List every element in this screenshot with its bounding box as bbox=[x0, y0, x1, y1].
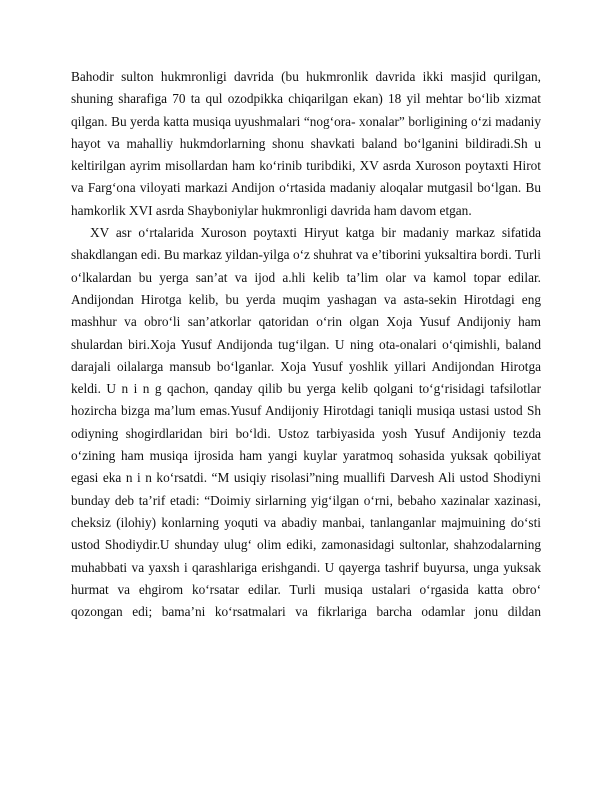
document-page bbox=[71, 66, 541, 623]
paragraph-bahodir-sulton: Bahodir sulton hukmronligi davrida (bu hukmronlik davrida ikki masjid qurilgan, shuning sharafiga 70 ta qul ozodpikka chiqarilgan ekan) 18 yil mehtar bo‘lib xizmat qilgan. Bu yerda katta musiqa uyushmalari “nog‘ora- xonalar” borligining o‘zi madaniy hayot va mahalliy hukmdorlarning shonu shavkati baland bo‘lganini bildiradi.Sh u keltirilgan ayrim misollardan ham ko‘rinib turibdiki, XV asrda Xuroson poytaxti Hirot va Farg‘ona viloyati markazi Andijon o‘rtasida madaniy aloqalar mutgasil bo‘lgan. Bu hamkorlik XVI asrda Shayboniylar hukmronligi davrida ham davom etgan. bbox=[71, 69, 541, 218]
paragraph-xuroson-hirot: XV asr o‘rtalarida Xuroson poytaxti Hiryut katga bir madaniy markaz sifatida shakdlangan edi. Bu markaz yildan-yilga o‘z shuhrat va e’tiborini yuksaltira bordi. Turli o‘lkalardan bu yerga san’at va ijod a.hli kelib ta’lim olar va kamol topar edilar. Andijondan Hirotga kelib, bu yerda muqim yashagan va asta-sekin Hirotdagi eng mashhur va obro‘li san’atkorlar qatoridan o‘rin olgan Xoja Yusuf Andijoniy ham shulardan biri.Xoja Yusuf Andijonda tug‘ilgan. U ning ota-onalari o‘qimishli, baland darajali oilalarga mansub bo‘lganlar. Xoja Yusuf yoshlik yillari Andijondan Hirotga keldi. U n i n g qachon, qanday qilib bu yerga kelib qolgani to‘g‘risidagi tafsilotlar hozircha bizga ma’lum emas.Yusuf Andijoniy Hirotdagi taniqli musiqa ustasi ustod Sh odiyning shogirdlaridan biri bo‘ldi. Ustoz tarbiyasida yosh Yusuf Andijoniy tezda o‘zining ham musiqa ijrosida ham yangi kuylar yaratmoq sohasida yuksak qobiliyat egasi eka n i n ko‘rsatdi. “M usiqiy risolasi”ning muallifi Darvesh Ali ustod Shodiyni bunday deb ta’rif etadi: “Doimiy sirlarning yig‘ilgan o‘rni, bebaho xazinalar xazinasi, cheksiz (ilohiy) konlarning yoquti va abadiy manbai, tanlanganlar majmuining do‘sti ustod Shodiydir.U shunday ulug‘ olim ediki, zamonasidagi sultonlar, shahzodalarning muhabbati va yaxsh i qarashlariga erishgandi. U qayerga tashrif buyursa, unga yuksak hurmat va ehgirom ko‘rsatar edilar. Turli musiqa ustalari o‘rgasida katta obro‘ qozongan edi; bama’ni ko‘rsatmalari va fikrlariga barcha odamlar jonu dildan bbox=[71, 225, 541, 620]
